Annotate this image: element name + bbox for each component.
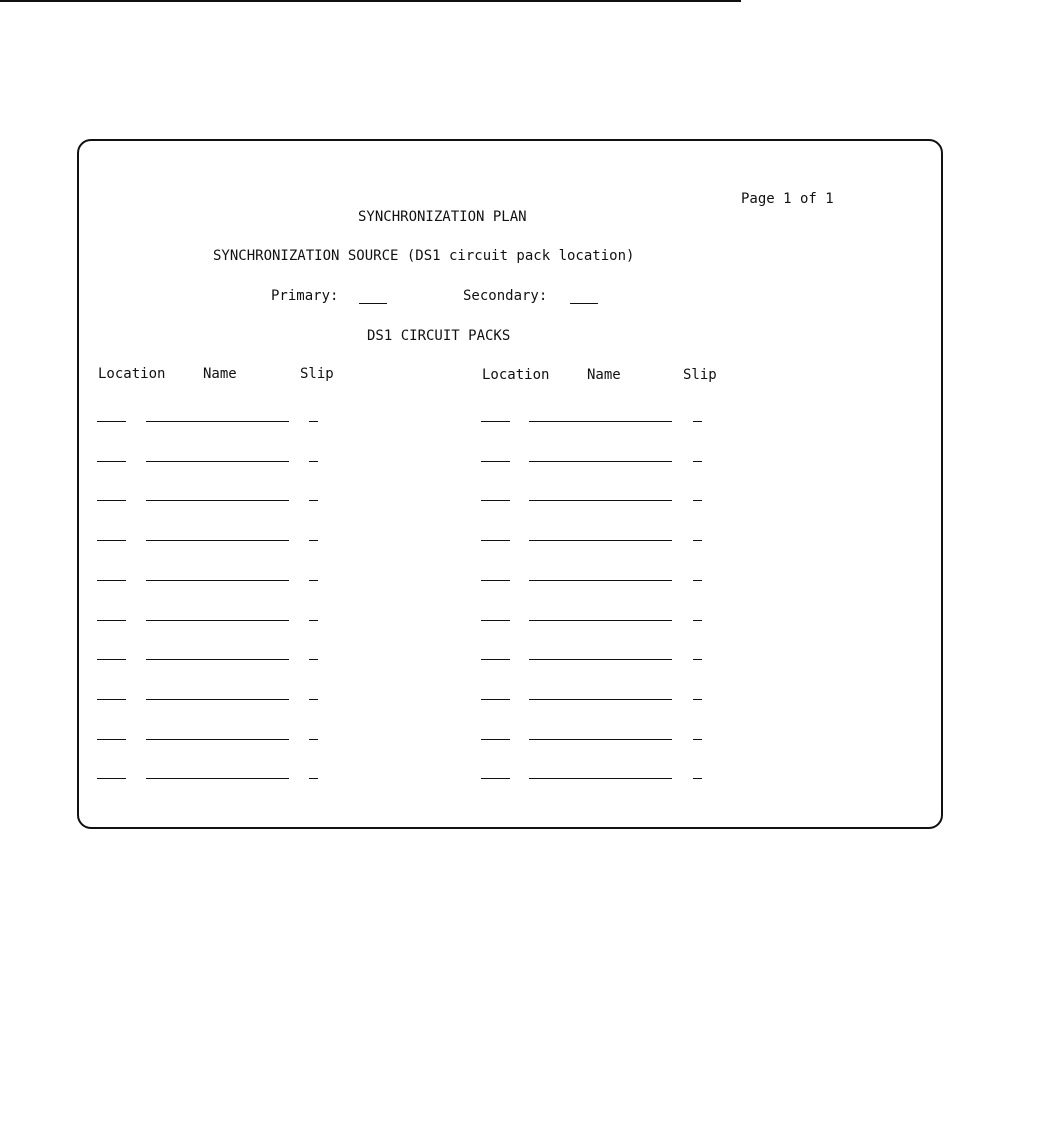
left-location-field-6[interactable] [97,620,126,621]
form-screen [77,139,943,829]
right-name-field-4[interactable] [529,540,672,541]
left-name-field-6[interactable] [146,620,289,621]
right-name-field-8[interactable] [529,699,672,700]
left-name-field-5[interactable] [146,580,289,581]
name-header-left: Name [203,366,237,382]
right-name-field-7[interactable] [529,659,672,660]
right-location-field-2[interactable] [481,461,510,462]
right-location-field-5[interactable] [481,580,510,581]
right-slip-field-3[interactable] [693,500,702,501]
right-name-field-10[interactable] [529,778,672,779]
right-slip-field-9[interactable] [693,739,702,740]
right-slip-field-2[interactable] [693,461,702,462]
right-slip-field-4[interactable] [693,540,702,541]
left-name-field-3[interactable] [146,500,289,501]
right-location-field-1[interactable] [481,421,510,422]
right-name-field-9[interactable] [529,739,672,740]
left-location-field-2[interactable] [97,461,126,462]
right-location-field-8[interactable] [481,699,510,700]
right-slip-field-1[interactable] [693,421,702,422]
location-header-left: Location [98,366,166,382]
left-name-field-8[interactable] [146,699,289,700]
left-location-field-4[interactable] [97,540,126,541]
left-slip-field-6[interactable] [309,620,318,621]
left-location-field-5[interactable] [97,580,126,581]
left-slip-field-2[interactable] [309,461,318,462]
left-slip-field-10[interactable] [309,778,318,779]
left-name-field-1[interactable] [146,421,289,422]
name-header-right: Name [587,367,621,383]
left-slip-field-5[interactable] [309,580,318,581]
ds1-packs-heading: DS1 CIRCUIT PACKS [367,328,511,344]
right-name-field-5[interactable] [529,580,672,581]
left-location-field-3[interactable] [97,500,126,501]
left-slip-field-1[interactable] [309,421,318,422]
right-slip-field-5[interactable] [693,580,702,581]
left-name-field-10[interactable] [146,778,289,779]
left-slip-field-8[interactable] [309,699,318,700]
left-slip-field-3[interactable] [309,500,318,501]
right-name-field-1[interactable] [529,421,672,422]
secondary-field[interactable] [570,303,598,304]
location-header-right: Location [482,367,550,383]
left-location-field-7[interactable] [97,659,126,660]
right-location-field-6[interactable] [481,620,510,621]
right-slip-field-7[interactable] [693,659,702,660]
primary-label: Primary: [271,288,339,304]
left-slip-field-9[interactable] [309,739,318,740]
page-indicator: Page 1 of 1 [741,191,834,207]
slip-header-left: Slip [300,366,334,382]
right-location-field-9[interactable] [481,739,510,740]
right-name-field-6[interactable] [529,620,672,621]
right-slip-field-6[interactable] [693,620,702,621]
right-slip-field-8[interactable] [693,699,702,700]
left-name-field-4[interactable] [146,540,289,541]
left-name-field-9[interactable] [146,739,289,740]
right-name-field-3[interactable] [529,500,672,501]
left-name-field-7[interactable] [146,659,289,660]
secondary-label: Secondary: [463,288,548,304]
right-location-field-7[interactable] [481,659,510,660]
right-location-field-4[interactable] [481,540,510,541]
left-slip-field-4[interactable] [309,540,318,541]
primary-field[interactable] [359,303,387,304]
left-location-field-9[interactable] [97,739,126,740]
top-rule [0,0,741,2]
left-name-field-2[interactable] [146,461,289,462]
slip-header-right: Slip [683,367,717,383]
left-location-field-10[interactable] [97,778,126,779]
sync-source-heading: SYNCHRONIZATION SOURCE (DS1 circuit pack location) [213,248,635,264]
right-name-field-2[interactable] [529,461,672,462]
left-slip-field-7[interactable] [309,659,318,660]
left-location-field-1[interactable] [97,421,126,422]
right-slip-field-10[interactable] [693,778,702,779]
right-location-field-10[interactable] [481,778,510,779]
form-title: SYNCHRONIZATION PLAN [358,209,527,225]
right-location-field-3[interactable] [481,500,510,501]
left-location-field-8[interactable] [97,699,126,700]
